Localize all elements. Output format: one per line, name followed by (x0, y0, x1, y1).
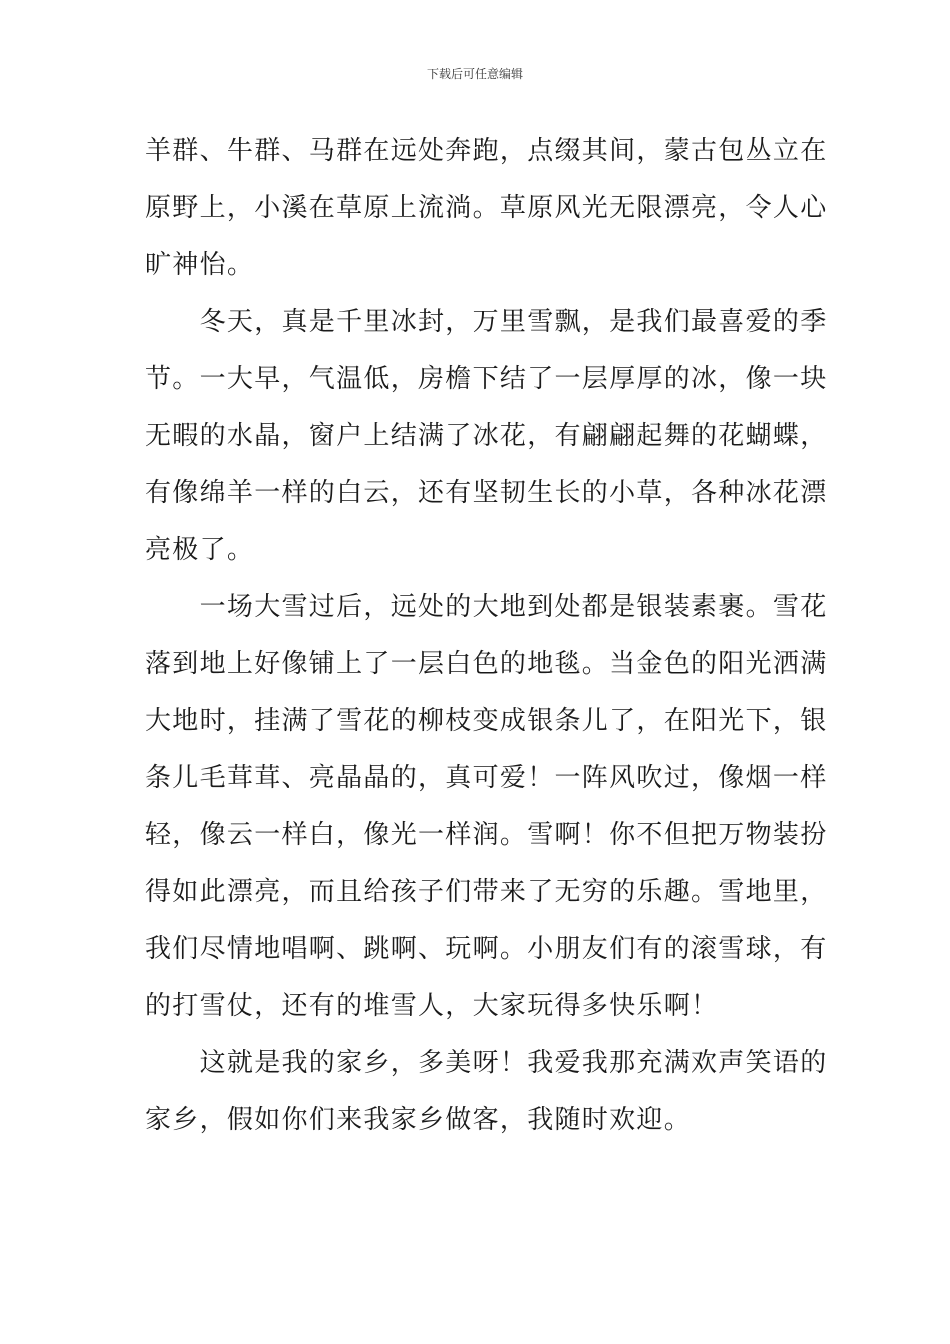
text-line: 我们尽情地唱啊、跳啊、玩啊。小朋友们有的滚雪球，有 (145, 934, 828, 964)
document-body (145, 123, 828, 1149)
text-line: 轻，像云一样白，像光一样润。雪啊！你不但把万物装扮 (145, 820, 828, 850)
text-line: 大地时，挂满了雪花的柳枝变成银条儿了，在阳光下，银 (145, 706, 828, 736)
text-line: 无暇的水晶，窗户上结满了冰花，有翩翩起舞的花蝴蝶， (145, 421, 828, 451)
text-line: 得如此漂亮，而且给孩子们带来了无穷的乐趣。雪地里， (145, 877, 828, 907)
text-line: 节。一大早，气温低，房檐下结了一层厚厚的冰，像一块 (145, 364, 828, 394)
text-line: 一场大雪过后，远处的大地到处都是银装素裹。雪花 (145, 592, 828, 622)
text-line: 亮极了。 (145, 535, 255, 565)
text-line: 的打雪仗，还有的堆雪人，大家玩得多快乐啊！ (145, 991, 719, 1021)
text-line: 落到地上好像铺上了一层白色的地毯。当金色的阳光洒满 (145, 649, 828, 679)
text-line: 冬天，真是千里冰封，万里雪飘，是我们最喜爱的季 (145, 307, 828, 337)
text-line: 条儿毛茸茸、亮晶晶的，真可爱！一阵风吹过，像烟一样 (145, 763, 828, 793)
page-header: 下载后可任意编辑 (426, 67, 523, 81)
text-line: 有像绵羊一样的白云，还有坚韧生长的小草，各种冰花漂 (145, 478, 828, 508)
text-line: 家乡，假如你们来我家乡做客，我随时欢迎。 (145, 1105, 692, 1135)
text-line: 这就是我的家乡，多美呀！我爱我那充满欢声笑语的 (145, 1048, 828, 1078)
text-line: 原野上，小溪在草原上流淌。草原风光无限漂亮，令人心 (145, 193, 828, 223)
text-line: 旷神怡。 (145, 250, 255, 280)
text-line: 羊群、牛群、马群在远处奔跑，点缀其间，蒙古包丛立在 (145, 136, 828, 166)
